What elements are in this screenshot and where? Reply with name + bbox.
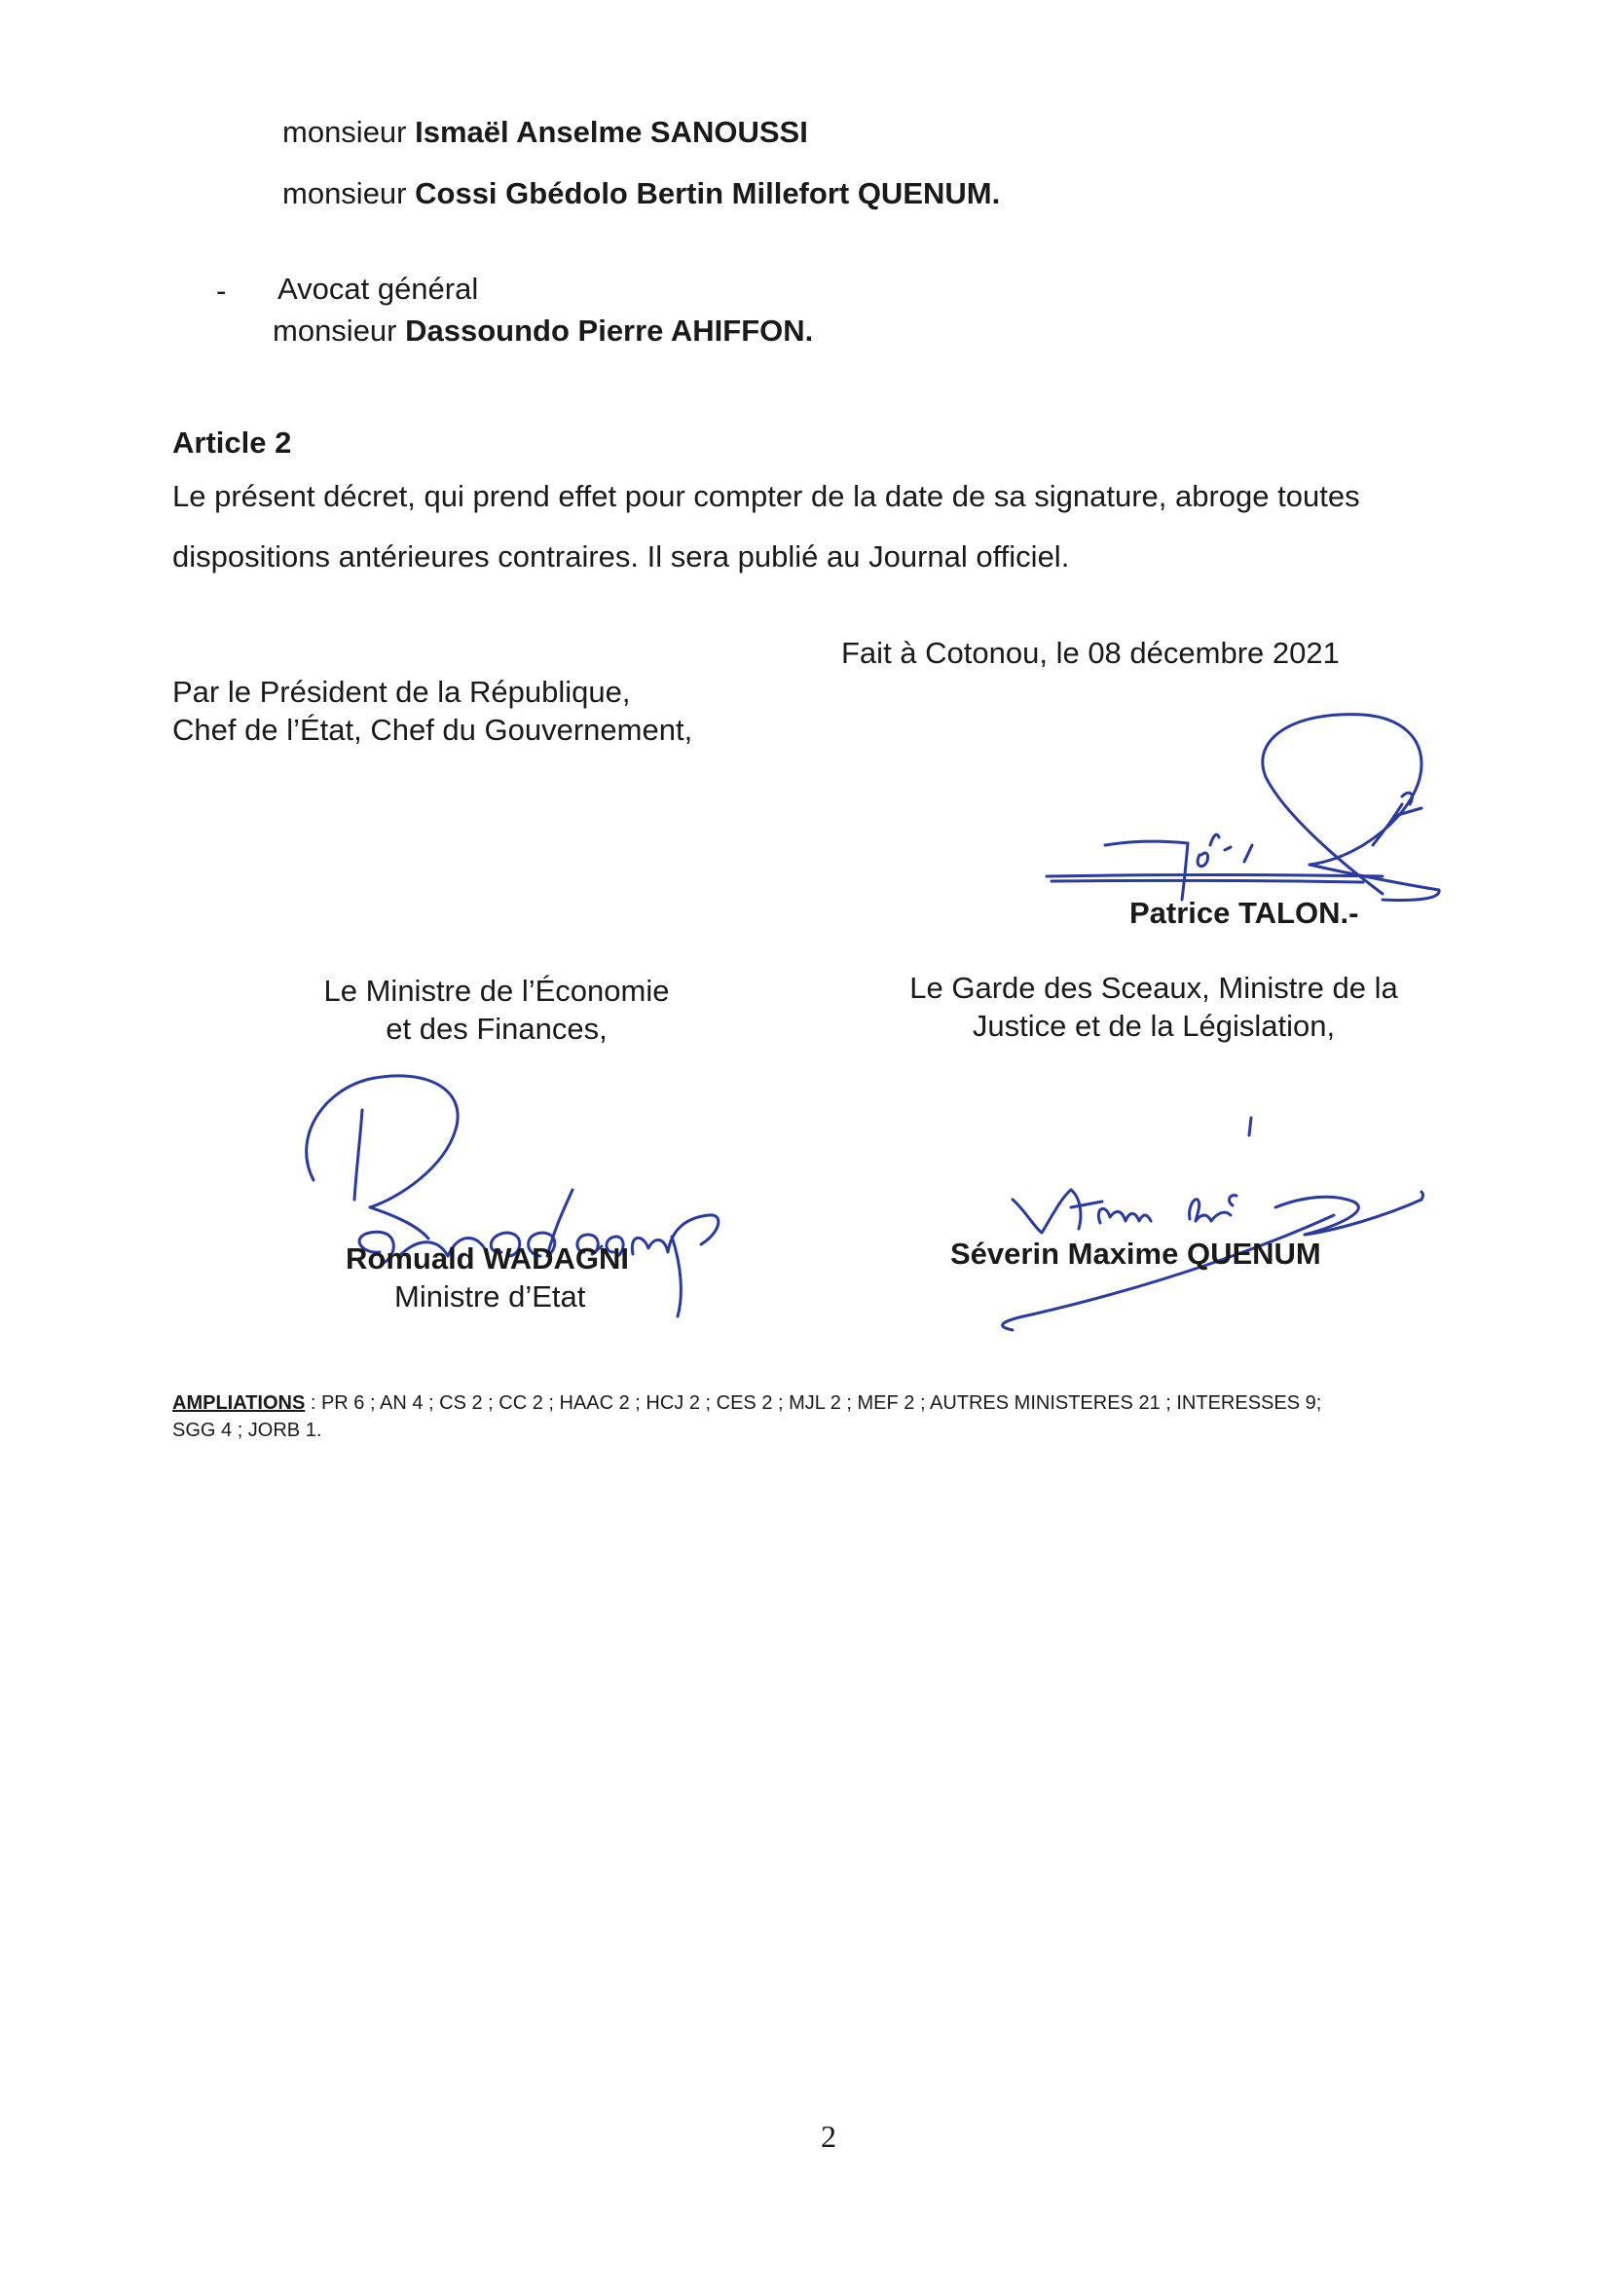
article-2-line-1: Le présent décret, qui prend effet pour compter de la date de sa signature, abroge toutes xyxy=(172,479,1360,513)
member-name: Ismaël Anselme SANOUSSI xyxy=(415,115,808,149)
ministre-economie-title: Ministre d’Etat xyxy=(394,1279,586,1314)
ministre-economie-line-1: Le Ministre de l’Économie xyxy=(323,974,670,1008)
article-2-line-2: dispositions antérieures contraires. Il sera publié au Journal officiel. xyxy=(172,539,1070,574)
avocat-line xyxy=(273,313,813,350)
ampliations-line-2: SGG 4 ; JORB 1. xyxy=(172,1420,322,1441)
page-number: 2 xyxy=(821,2119,836,2154)
avocat-dash: - xyxy=(216,274,227,308)
member-prefix: monsieur xyxy=(282,176,407,210)
president-signature-icon xyxy=(1013,699,1460,908)
fait-a-cotonou: Fait à Cotonou, le 08 décembre 2021 xyxy=(841,636,1340,670)
avocat-role: Avocat général xyxy=(277,272,479,306)
member-prefix: monsieur xyxy=(282,115,407,149)
ministre-economie-name: Romuald WADAGNI xyxy=(346,1241,630,1276)
garde-sceaux-line-1: Le Garde des Sceaux, Ministre de la xyxy=(909,971,1398,1005)
garde-sceaux-line-2: Justice et de la Législation, xyxy=(972,1009,1336,1043)
par-president-line-2: Chef de l’État, Chef du Gouvernement, xyxy=(172,713,693,747)
quenum-signature-icon xyxy=(915,1100,1441,1344)
avocat-name: Dassoundo Pierre AHIFFON. xyxy=(405,314,814,348)
avocat-prefix: monsieur xyxy=(273,314,397,348)
president-name: Patrice TALON.- xyxy=(1129,896,1359,930)
garde-sceaux-name: Séverin Maxime QUENUM xyxy=(950,1237,1321,1271)
article-2-heading: Article 2 xyxy=(172,426,292,460)
ampliations-line-1 xyxy=(172,1390,1321,1416)
ministre-economie-line-2: et des Finances, xyxy=(386,1012,608,1046)
member-line-1 xyxy=(282,114,808,151)
par-president-line-1: Par le Président de la République, xyxy=(172,675,631,709)
member-line-2 xyxy=(282,175,1000,212)
ampliations-label: AMPLIATIONS xyxy=(172,1392,306,1414)
ampliations-list: : PR 6 ; AN 4 ; CS 2 ; CC 2 ; HAAC 2 ; HCJ 2 ; CES 2 ; MJL 2 ; MEF 2 ; AUTRES MINISTERES 21 ; INTERESSES 9; xyxy=(305,1392,1322,1414)
member-name: Cossi Gbédolo Bertin Millefort QUENUM. xyxy=(415,176,1001,210)
